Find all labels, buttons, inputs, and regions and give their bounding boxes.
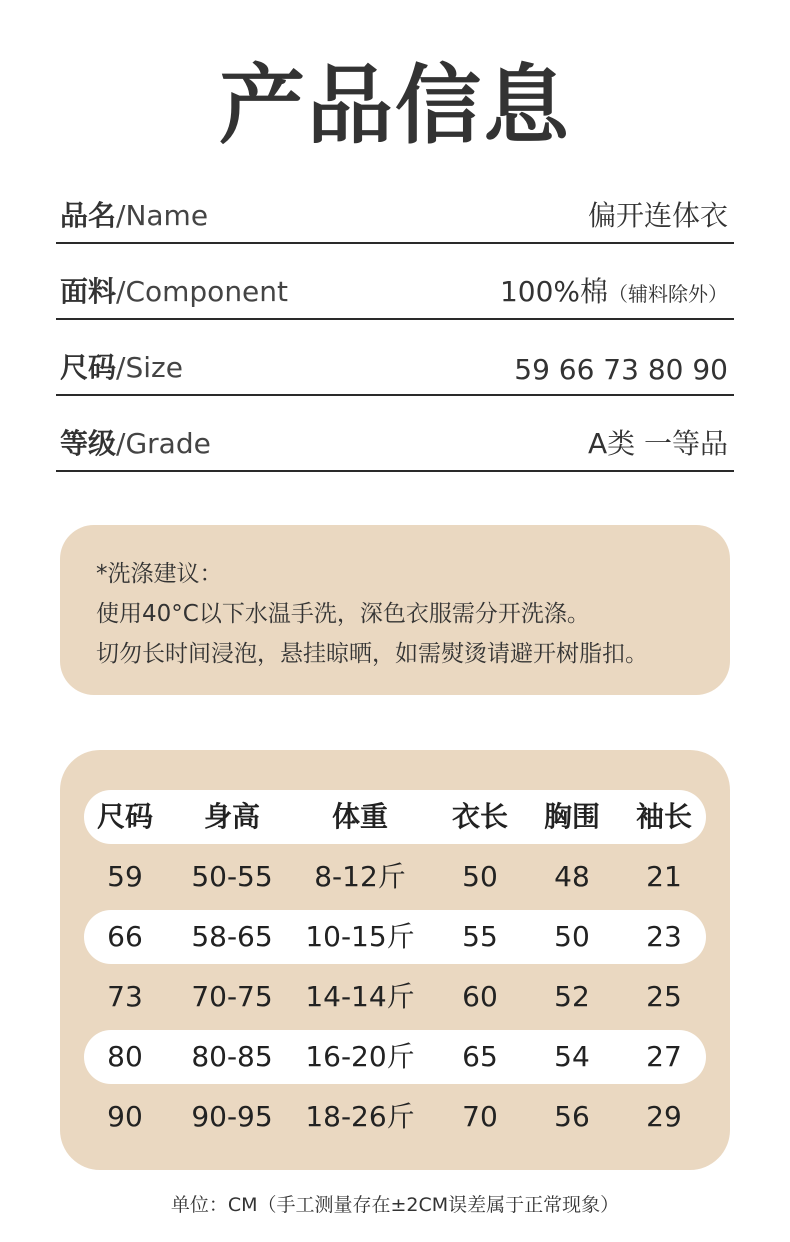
cell-chest: 48 <box>554 860 590 893</box>
info-row-grade <box>56 414 734 472</box>
cell-sleeve: 27 <box>646 1040 682 1073</box>
cell-length: 55 <box>462 920 498 953</box>
cell-sleeve: 21 <box>646 860 682 893</box>
cell-size: 73 <box>107 980 143 1013</box>
cell-length: 50 <box>462 860 498 893</box>
cell-chest: 56 <box>554 1100 590 1133</box>
info-label-en: Component <box>125 275 289 308</box>
info-value <box>514 353 728 386</box>
cell-height: 70-75 <box>191 980 273 1013</box>
header-cell-length: 衣长 <box>451 800 508 833</box>
cell-chest: 52 <box>554 980 590 1013</box>
cell-height: 80-85 <box>191 1040 273 1073</box>
cell-weight: 16-20斤 <box>305 1040 415 1073</box>
info-value <box>588 422 728 462</box>
table-row <box>60 1027 730 1087</box>
info-label <box>60 346 183 386</box>
wash-advice-panel <box>60 525 730 695</box>
cell-weight: 8-12斤 <box>314 860 406 893</box>
cell-chest: 54 <box>554 1040 590 1073</box>
info-label <box>60 194 208 234</box>
info-label-sep: / <box>116 199 126 232</box>
info-label <box>60 422 211 462</box>
cell-height: 90-95 <box>191 1100 273 1133</box>
info-value-main: 59 66 73 80 90 <box>514 353 728 386</box>
header-cell-weight: 体重 <box>331 800 388 833</box>
cell-chest: 50 <box>554 920 590 953</box>
table-header-row <box>60 787 730 847</box>
info-row-size <box>56 338 734 396</box>
info-label-en: Size <box>125 351 183 384</box>
cell-length: 65 <box>462 1040 498 1073</box>
info-value-main: 100%棉 <box>499 275 608 308</box>
page-title: 产品信息 <box>219 56 571 156</box>
header-cell-chest: 胸围 <box>543 800 600 833</box>
cell-size: 66 <box>107 920 143 953</box>
info-value-sub: （辅料除外） <box>608 282 728 306</box>
info-value-main: 偏开连体衣 <box>587 199 728 232</box>
info-label-en: Name <box>125 199 209 232</box>
info-label-en: Grade <box>125 427 211 460</box>
cell-size: 59 <box>107 860 143 893</box>
size-table <box>60 750 730 1170</box>
table-row <box>60 967 730 1027</box>
cell-size: 90 <box>107 1100 143 1133</box>
info-label-sep: / <box>116 351 126 384</box>
info-label-sep: / <box>116 427 126 460</box>
info-row-name <box>56 186 734 244</box>
info-value <box>500 270 728 310</box>
info-label <box>60 270 288 310</box>
info-label-zh: 品名 <box>60 199 117 232</box>
cell-weight: 14-14斤 <box>305 980 415 1013</box>
table-row <box>60 1087 730 1147</box>
cell-length: 60 <box>462 980 498 1013</box>
info-label-sep: / <box>116 275 126 308</box>
info-row-component <box>56 262 734 320</box>
table-row <box>60 847 730 907</box>
measurement-footnote: 单位：CM（手工测量存在±2CM误差属于正常现象） <box>170 1194 620 1216</box>
header-cell-height: 身高 <box>203 800 260 833</box>
header-cell-sleeve: 袖长 <box>635 800 692 833</box>
cell-sleeve: 23 <box>646 920 682 953</box>
cell-sleeve: 29 <box>646 1100 682 1133</box>
info-label-zh: 面料 <box>60 275 117 308</box>
cell-length: 70 <box>462 1100 498 1133</box>
wash-line-1: 使用40°C以下水温手洗，深色衣服需分开洗涤。 <box>96 601 590 627</box>
wash-line-2: 切勿长时间浸泡，悬挂晾晒，如需熨烫请避开树脂扣。 <box>96 641 648 667</box>
wash-heading: *洗涤建议： <box>96 561 223 587</box>
info-label-zh: 尺码 <box>60 351 117 384</box>
info-label-zh: 等级 <box>60 427 117 460</box>
cell-height: 58-65 <box>191 920 273 953</box>
cell-weight: 10-15斤 <box>305 920 415 953</box>
cell-weight: 18-26斤 <box>305 1100 415 1133</box>
header-cell-size: 尺码 <box>96 800 153 833</box>
cell-height: 50-55 <box>191 860 273 893</box>
cell-sleeve: 25 <box>646 980 682 1013</box>
cell-size: 80 <box>107 1040 143 1073</box>
info-value <box>588 194 728 234</box>
info-value-main: A类 一等品 <box>587 427 728 460</box>
table-row <box>60 907 730 967</box>
